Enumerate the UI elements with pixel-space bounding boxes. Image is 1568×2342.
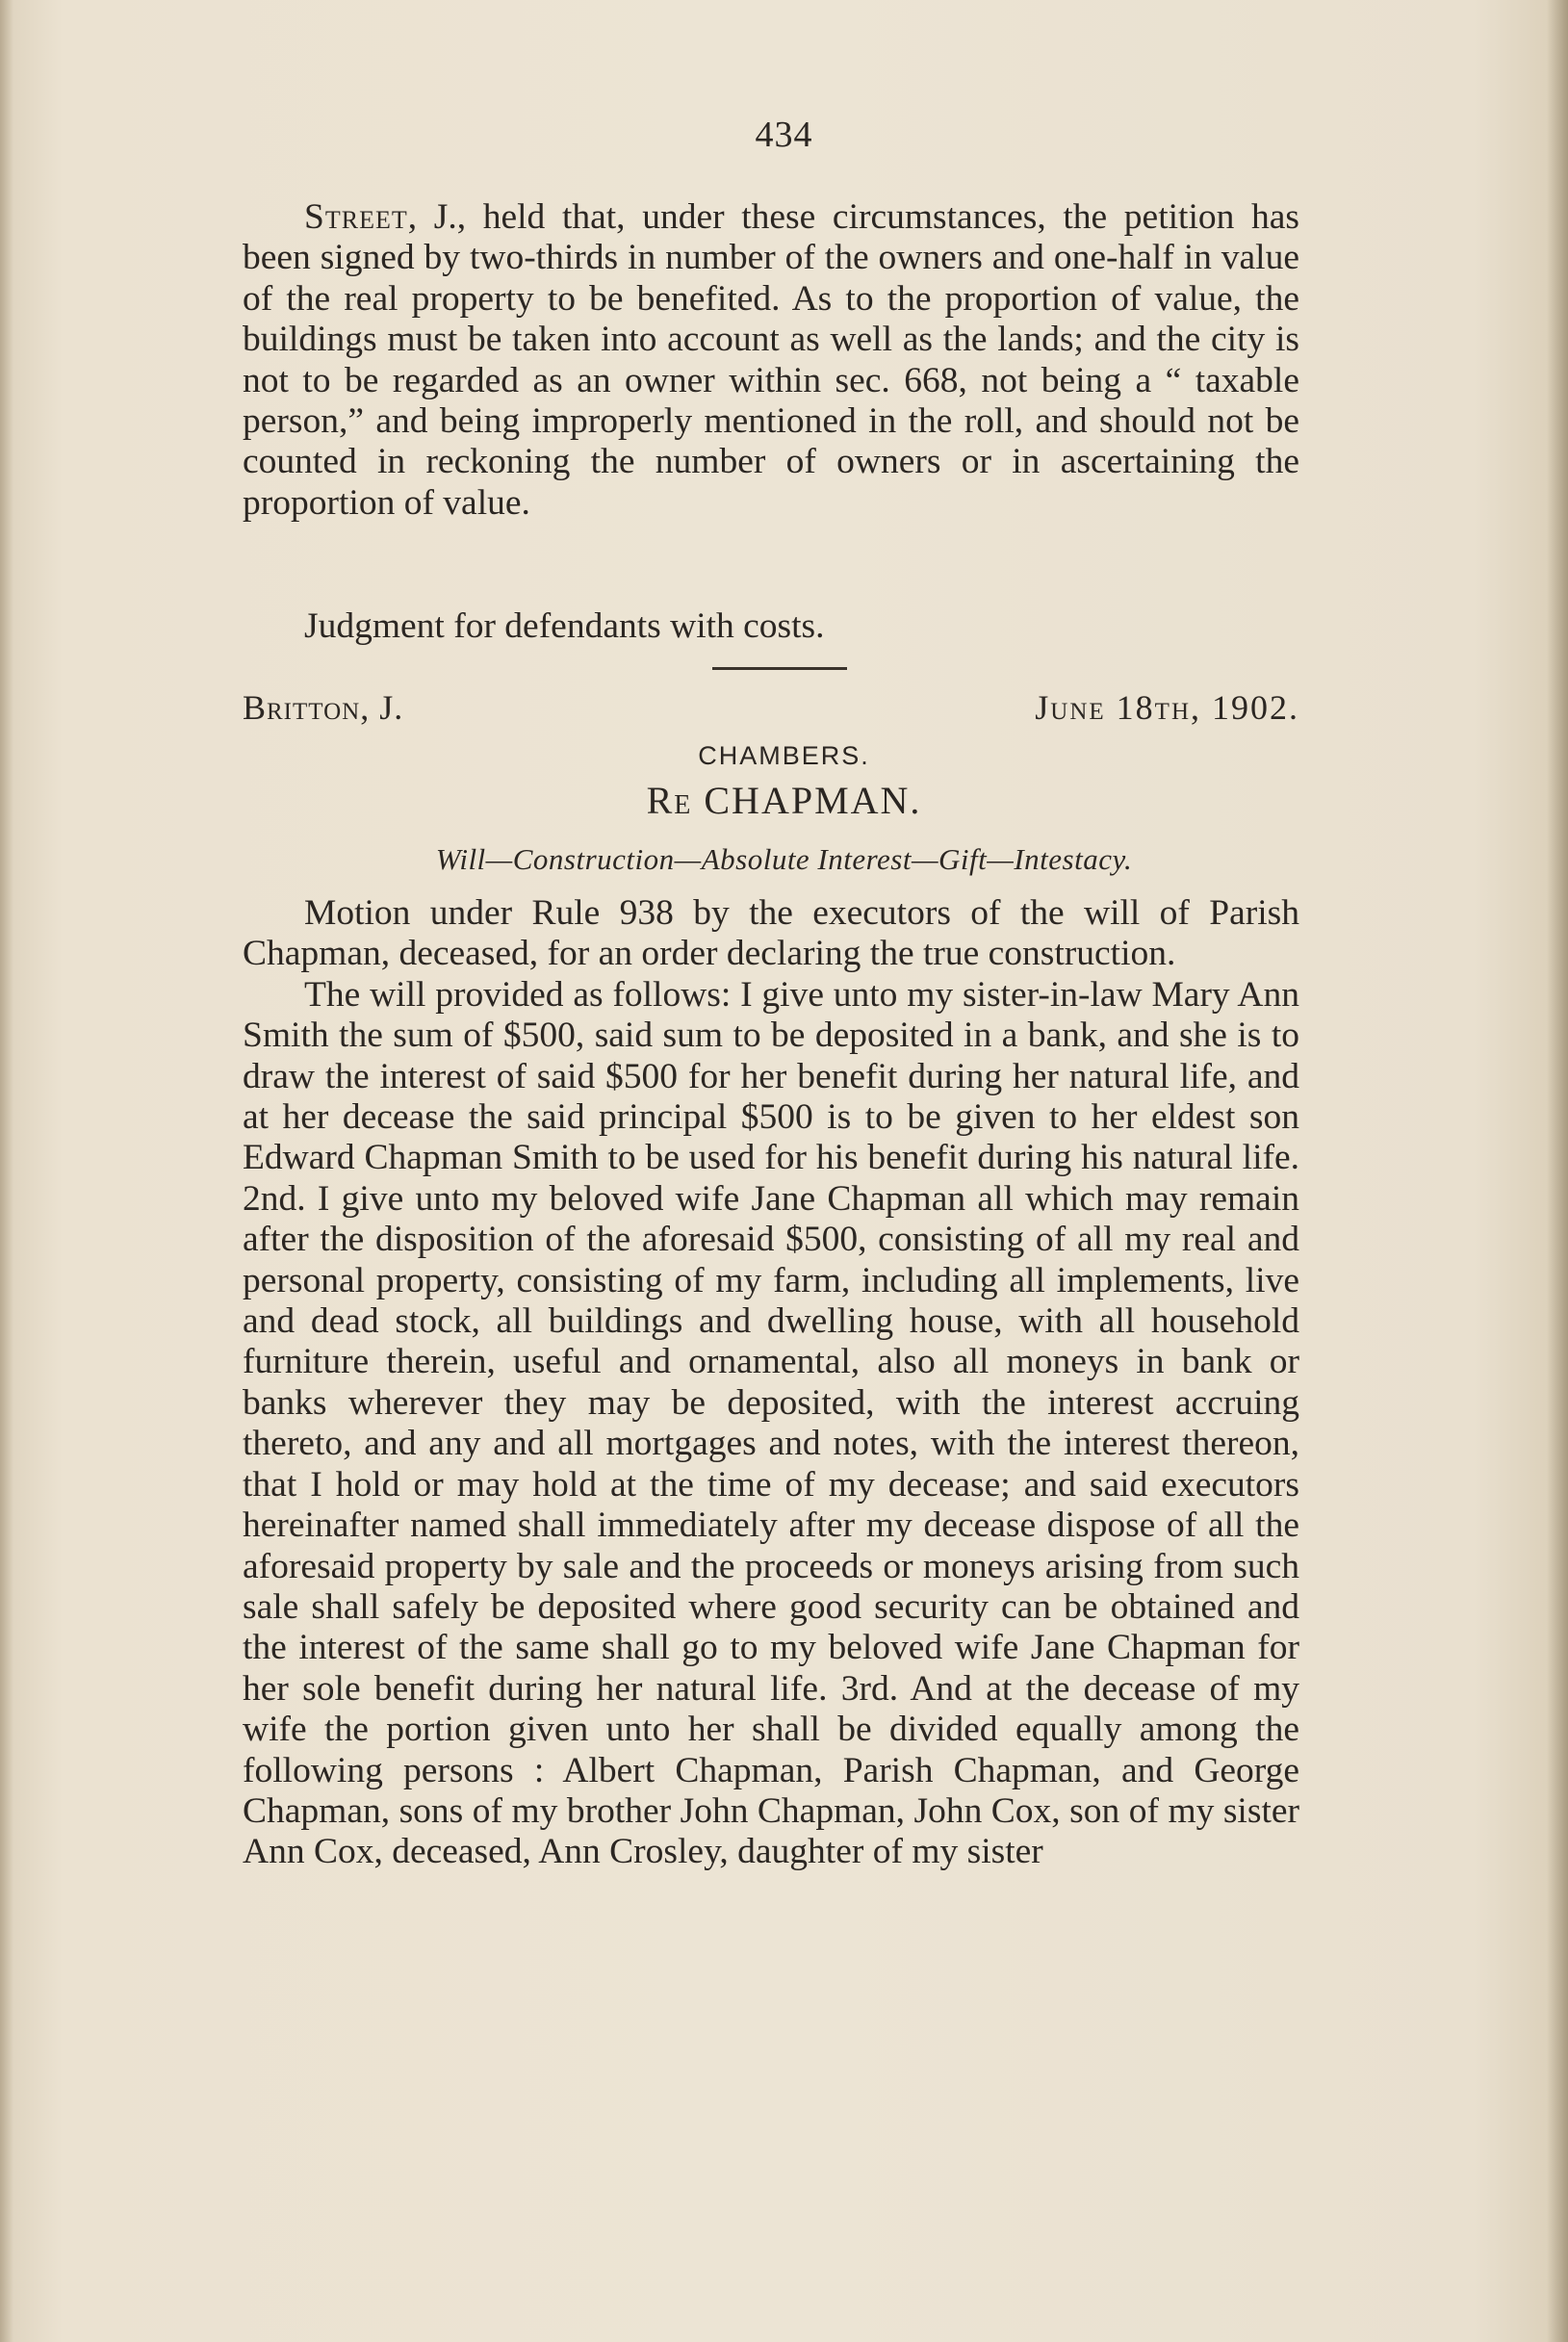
case-body [243, 893, 1299, 1873]
judge-name-street: Street [304, 197, 408, 237]
case-date: June 18th, 1902. [1035, 688, 1299, 727]
case-judge: Britton, J. [243, 688, 404, 727]
case-title-prefix: Re [646, 779, 693, 822]
case-headnote: Will—Construction—Absolute Interest—Gift—Intestacy. [435, 842, 1133, 876]
judgment-line: Judgment for defendants with costs. [304, 606, 825, 646]
street-judgment-paragraph [243, 197, 1299, 524]
page-right-edge-shadow [1547, 0, 1568, 2342]
page-number: 434 [755, 115, 813, 155]
page-left-edge-shadow [0, 0, 13, 2342]
street-paragraph-text: , J., held that, under these circumstances, the petition has been signed by two-thirds in number of the owners and one-half in value of the real property to be benefited. As to the proportion of value, the buildings must be taken into account as well as the lands; and the city is not to be regarded as an owner within sec. 668, not being a “ taxable person,” and being improperly mentioned in the roll, and should not be counted in reckoning the number of owners or in ascertaining the proportion of value. [243, 197, 1299, 523]
court-heading: CHAMBERS. [698, 741, 870, 770]
will-paragraph: The will provided as follows: I give unto my sister-in-law Mary Ann Smith the sum of $500, said sum to be deposited in a bank, and she is to draw the interest of said $500 for her benefit during her natural life, and at her decease the said principal $500 is to be given to her eldest son Edward Chapman Smith to be used for his benefit during his natural life. 2nd. I give unto my beloved wife Jane Chapman all which may remain after the disposition of the aforesaid $500, consisting of all my real and personal property, consisting of my farm, including all implements, live and dead stock, all buildings and dwelling house, with all household furniture therein, useful and ornamental, also all moneys in bank or banks wherever they may be deposited, with the interest accruing thereto, and any and all mortgages and notes, with the interest thereon, that I hold or may hold at the time of my decease; and said executors hereinafter named shall immediately after my decease dispose of all the aforesaid property by sale and the proceeds or moneys arising from such sale shall safely be deposited where good security can be obtained and the interest of the same shall go to my beloved wife Jane Chapman for her sole benefit during her natural life. 3rd. And at the decease of my wife the portion given unto her shall be divided equally among the following persons : Albert Chapman, Parish Chapman, and George Chapman, sons of my brother John Chapman, John Cox, son of my sister Ann Cox, deceased, Ann Crosley, daughter of my sister [243, 974, 1299, 1872]
motion-paragraph: Motion under Rule 938 by the executors of the will of Parish Chapman, deceased, for an order declaring the true construction. [243, 893, 1299, 974]
section-divider [712, 667, 847, 670]
case-title-name: CHAPMAN. [692, 779, 922, 822]
case-title [0, 778, 1568, 823]
